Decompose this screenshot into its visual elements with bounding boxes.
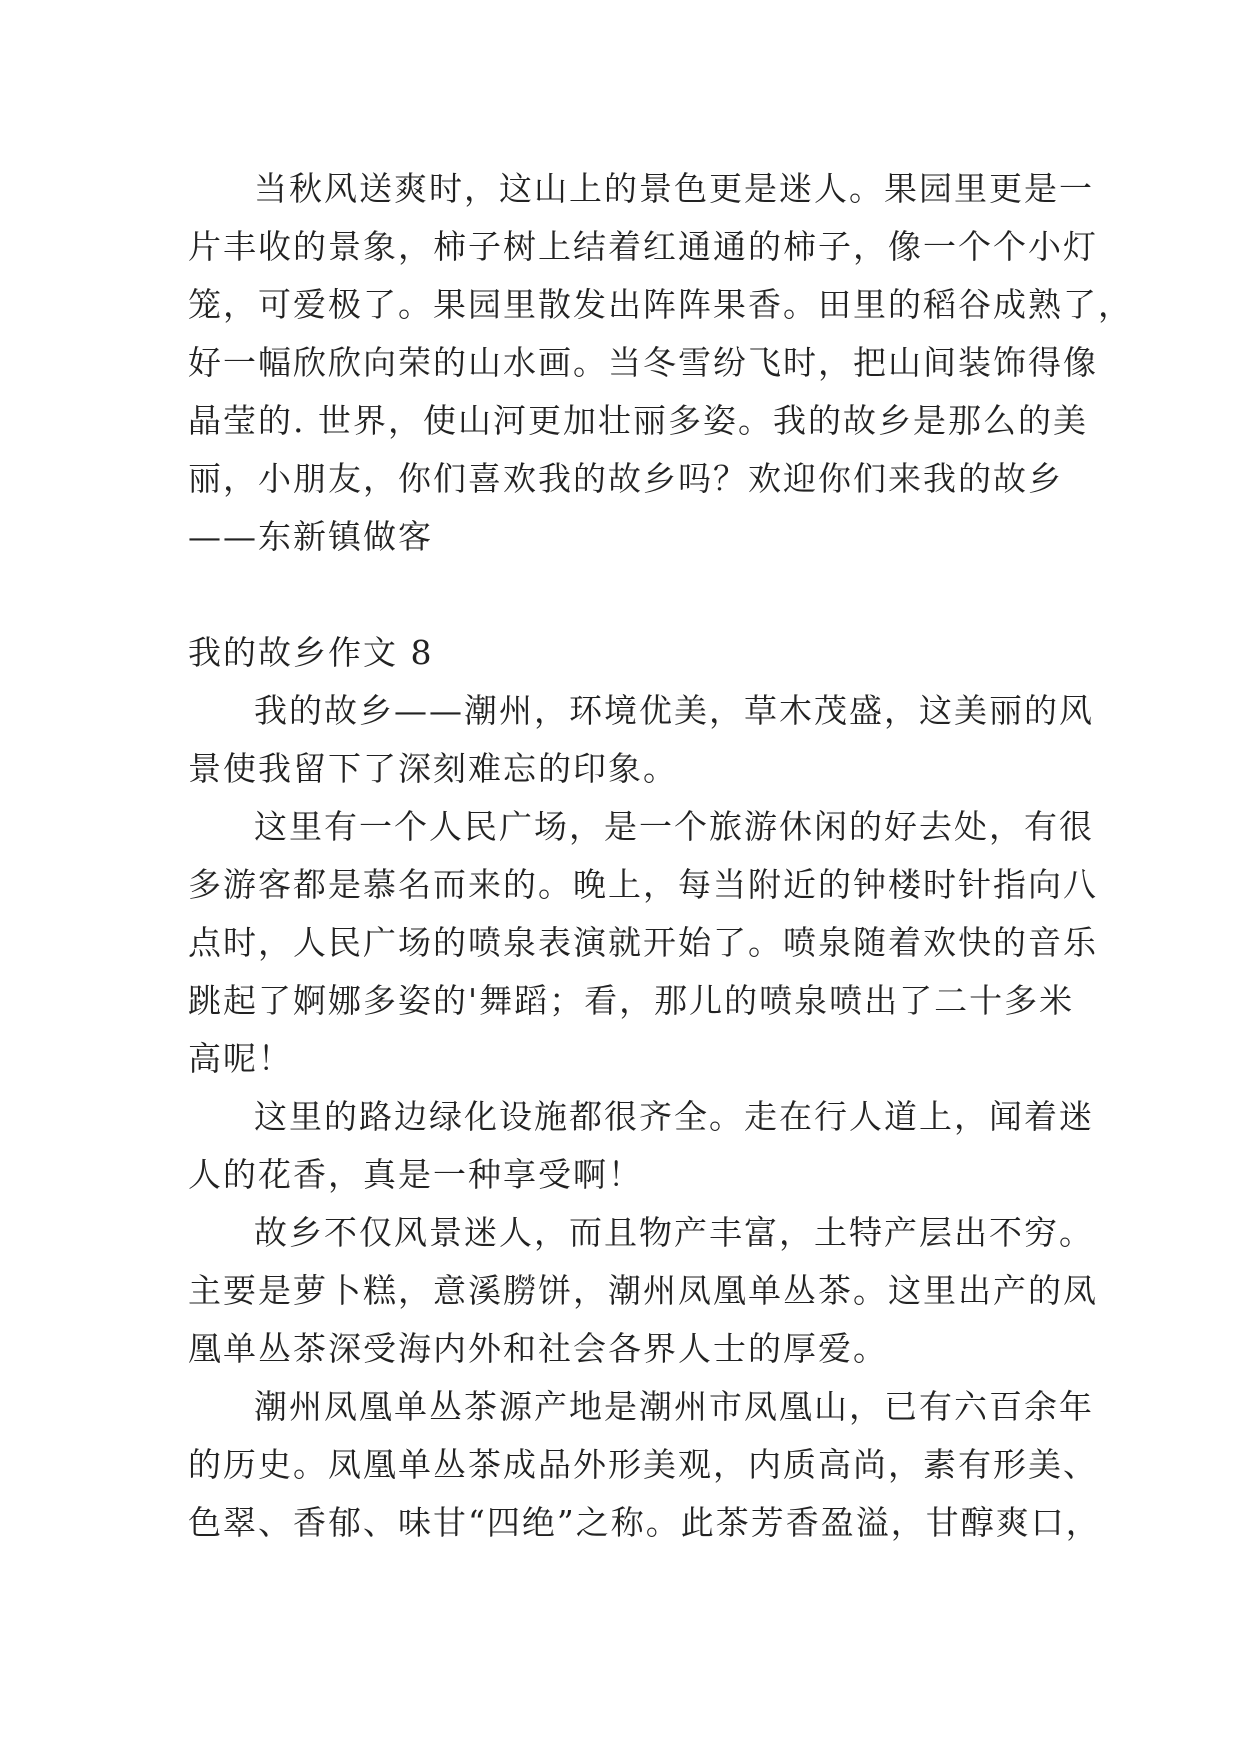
paragraph-products [188,1204,1098,1378]
text-line: 点时，人民广场的喷泉表演就开始了。喷泉随着欢快的音乐 [188,923,1098,962]
text-line: 这里的路边绿化设施都很齐全。走在行人道上，闻着迷 [254,1097,1094,1136]
document-page [188,160,1133,1552]
text-line: 凰单丛茶深受海内外和社会各界人士的厚爱。 [188,1329,888,1368]
text-line: 主要是萝卜糕，意溪朥饼，潮州凤凰单丛茶。这里出产的凤 [188,1271,1098,1310]
text-line: 笼，可爱极了。果园里散发出阵阵果香。田里的稻谷成熟了， [188,285,1133,324]
text-line: 这里有一个人民广场，是一个旅游休闲的好去处，有很 [254,807,1094,846]
text-line: 景使我留下了深刻难忘的印象。 [188,749,678,788]
text-line: ——东新镇做客 [188,517,433,556]
paragraph-greenery [188,1088,1094,1204]
text-line: 的历史。凤凰单丛茶成品外形美观，内质高尚，素有形美、 [188,1445,1098,1484]
paragraph-autumn-scenery [188,160,1133,566]
text-line: 我的故乡——潮州，环境优美，草木茂盛，这美丽的风 [254,691,1094,730]
text-line: 色翠、香郁、味甘“四绝”之称。此茶芳香盈溢，甘醇爽口， [188,1503,1101,1542]
text-line: 跳起了婀娜多姿的'舞蹈；看，那儿的喷泉喷出了二十多米 [188,981,1075,1020]
paragraph-tea [188,1378,1101,1552]
paragraph-intro [188,682,1094,798]
text-line: 当秋风送爽时，这山上的景色更是迷人。果园里更是一 [254,169,1094,208]
text-line: 潮州凤凰单丛茶源产地是潮州市凤凰山，已有六百余年 [254,1387,1094,1426]
text-line: 故乡不仅风景迷人，而且物产丰富，土特产层出不穷。 [254,1213,1094,1252]
section-gap [188,566,1068,624]
text-line: 多游客都是慕名而来的。晚上，每当附近的钟楼时针指向八 [188,865,1098,904]
text-line: 好一幅欣欣向荣的山水画。当冬雪纷飞时，把山间装饰得像 [188,343,1098,382]
text-line: 晶莹的. 世界，使山河更加壮丽多姿。我的故乡是那么的美 [188,401,1088,440]
text-line: 片丰收的景象，柿子树上结着红通通的柿子，像一个个小灯 [188,227,1098,266]
text-line: 人的花香，真是一种享受啊！ [188,1155,643,1194]
text-line: 丽，小朋友，你们喜欢我的故乡吗？欢迎你们来我的故乡 [188,459,1063,498]
section-title: 我的故乡作文 8 [188,633,434,672]
paragraph-plaza [188,798,1098,1088]
text-line: 高呢！ [188,1039,293,1078]
